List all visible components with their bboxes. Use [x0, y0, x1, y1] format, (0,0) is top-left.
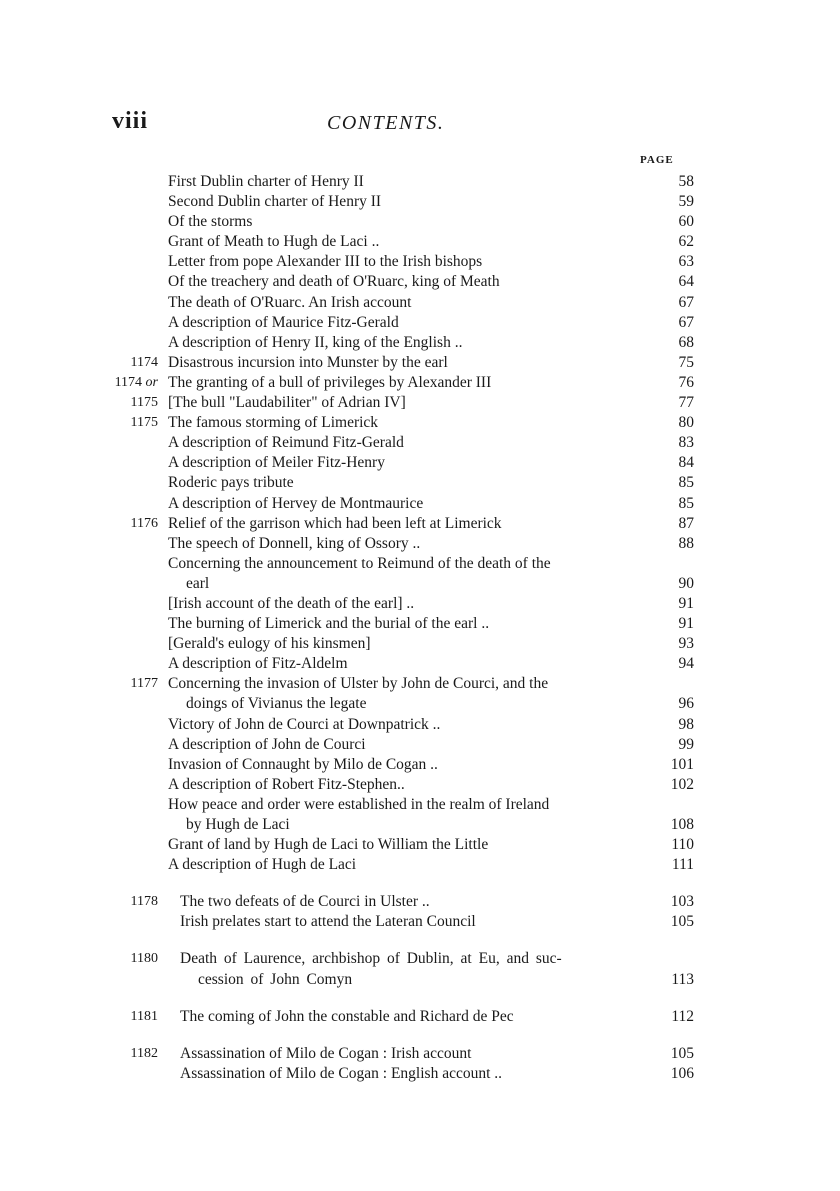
entry-title: Of the storms	[168, 213, 253, 231]
entry-page: 103	[670, 893, 694, 911]
entry-page: 59	[678, 193, 694, 211]
entry-title: A description of John de Courci	[168, 735, 366, 753]
entry-title: [Irish account of the death of the earl] ..	[168, 594, 415, 612]
entry-year: 1178	[130, 894, 158, 910]
entry-page: 90	[678, 574, 694, 592]
toc-entry	[0, 534, 840, 554]
entry-page: 63	[678, 253, 694, 271]
toc-entry	[0, 594, 840, 614]
entry-year: 1174	[130, 354, 158, 370]
entry-page: 102	[670, 775, 694, 793]
entry-title: A description of Meiler Fitz-Henry	[168, 454, 385, 472]
toc-entry	[0, 654, 840, 674]
toc-entry	[0, 172, 840, 192]
entry-title: The death of O'Ruarc. An Irish account	[168, 293, 412, 311]
entry-title: Invasion of Connaught by Milo de Cogan ..	[168, 755, 438, 773]
toc-entry	[0, 735, 840, 755]
entry-page: 108	[670, 816, 694, 833]
toc-entry	[0, 433, 840, 453]
toc-entry	[0, 1007, 840, 1027]
entry-title: Roderic pays tribute	[168, 474, 294, 492]
entry-page: 58	[678, 173, 694, 190]
entry-page: 62	[678, 233, 694, 251]
toc-entry	[0, 674, 840, 694]
entry-title: A description of Robert Fitz-Stephen..	[168, 775, 405, 793]
toc-entry	[0, 373, 840, 393]
running-title: CONTENTS.	[327, 112, 445, 134]
toc-entry	[0, 473, 840, 493]
page-column-label: PAGE	[640, 154, 674, 166]
entry-page: 91	[678, 615, 694, 633]
toc-entry	[0, 855, 840, 875]
toc-entry	[0, 252, 840, 272]
entry-page: 67	[678, 313, 694, 331]
entry-page: 111	[671, 856, 694, 874]
entry-page: 85	[678, 474, 694, 492]
toc-entry	[0, 1064, 840, 1084]
entry-page: 67	[678, 293, 694, 311]
toc-group	[0, 949, 840, 989]
entry-page: 110	[671, 836, 694, 854]
toc-entry	[0, 694, 840, 714]
entry-page: 91	[678, 594, 694, 612]
toc-entry	[0, 815, 840, 835]
entry-page: 84	[678, 454, 694, 472]
toc-group	[0, 172, 840, 875]
entry-title: Assassination of Milo de Cogan : Irish account	[180, 1044, 472, 1062]
entry-page: 112	[671, 1007, 694, 1025]
entry-title: Assassination of Milo de Cogan : English account ..	[180, 1064, 503, 1082]
entry-title: [The bull "Laudabiliter" of Adrian IV]	[168, 394, 406, 412]
entry-page: 105	[670, 1044, 694, 1062]
entry-title: A description of Hugh de Laci	[168, 856, 357, 874]
entry-title: Concerning the announcement to Reimund of the death of the	[168, 554, 551, 572]
entry-title: The granting of a bull of privileges by Alexander III	[168, 373, 492, 391]
entry-page: 106	[670, 1064, 694, 1082]
entry-title: A description of Fitz-Aldelm	[168, 655, 348, 673]
toc-group	[0, 892, 840, 932]
entry-title: Grant of land by Hugh de Laci to William the Little	[168, 836, 489, 854]
entry-year: 1177	[130, 676, 158, 692]
entry-title: The coming of John the constable and Richard de Pec	[180, 1007, 514, 1025]
entry-title: Second Dublin charter of Henry II	[168, 193, 382, 211]
entry-title: A description of Reimund Fitz-Gerald	[168, 434, 404, 452]
entry-page: 101	[670, 755, 694, 773]
entry-title: How peace and order were established in the realm of Ireland	[168, 795, 550, 813]
entry-title: [Gerald's eulogy of his kinsmen]	[168, 635, 371, 653]
entry-page: 88	[678, 534, 694, 552]
entry-page: 76	[678, 373, 694, 391]
toc-entry	[0, 715, 840, 735]
entry-page: 87	[678, 514, 694, 532]
entry-page: 99	[678, 735, 694, 753]
entry-page: 94	[678, 655, 694, 673]
toc-entry	[0, 574, 840, 594]
toc-entry	[0, 795, 840, 815]
toc-entry	[0, 634, 840, 654]
entry-page: 60	[678, 213, 694, 231]
entry-title: Death of Laurence, archbishop of Dublin, at Eu, and suc-	[180, 950, 562, 968]
entry-title: Concerning the invasion of Ulster by John de Courci, and the	[168, 675, 549, 693]
toc-entry	[0, 333, 840, 353]
entry-page: 68	[678, 333, 694, 351]
entry-page: 64	[678, 273, 694, 291]
entry-title: Irish prelates start to attend the Lateran Council	[180, 913, 476, 931]
page-header	[112, 108, 692, 142]
entry-title: First Dublin charter of Henry II	[168, 173, 364, 190]
entry-title: Grant of Meath to Hugh de Laci ..	[168, 233, 380, 251]
entry-title: A description of Maurice Fitz-Gerald	[168, 313, 399, 331]
entry-year: 1175	[130, 395, 158, 411]
toc-entry	[0, 949, 840, 969]
entry-year: 1174 or	[114, 374, 158, 390]
entry-page: 85	[678, 494, 694, 512]
entry-title: Victory of John de Courci at Downpatrick ..	[168, 715, 441, 733]
entry-title: earl	[186, 574, 210, 592]
entry-title: Relief of the garrison which had been left at Limerick	[168, 514, 502, 532]
entry-title: Disastrous incursion into Munster by the earl	[168, 353, 448, 371]
toc-entry	[0, 554, 840, 574]
toc-entry	[0, 232, 840, 252]
entry-page: 83	[678, 434, 694, 452]
entry-page: 96	[678, 695, 694, 713]
entry-title: The famous storming of Limerick	[168, 414, 379, 432]
toc-entry	[0, 494, 840, 514]
entry-title: by Hugh de Laci	[186, 816, 290, 833]
toc-entry	[0, 614, 840, 634]
entry-title: doings of Vivianus the legate	[186, 695, 367, 713]
toc-entry	[0, 293, 840, 313]
entry-year: 1181	[130, 1008, 158, 1024]
toc-entry	[0, 892, 840, 912]
entry-page: 75	[678, 353, 694, 371]
table-of-contents	[0, 172, 840, 1084]
toc-entry	[0, 313, 840, 333]
toc-entry	[0, 453, 840, 473]
toc-entry	[0, 775, 840, 795]
entry-page: 80	[678, 414, 694, 432]
entry-year: 1182	[130, 1045, 158, 1061]
toc-entry	[0, 212, 840, 232]
entry-page: 98	[678, 715, 694, 733]
toc-group	[0, 1007, 840, 1027]
entry-year: 1176	[130, 515, 158, 531]
toc-entry	[0, 970, 840, 990]
entry-page: 113	[671, 970, 694, 988]
entry-title: Of the treachery and death of O'Ruarc, king of Meath	[168, 273, 500, 291]
toc-entry	[0, 514, 840, 534]
entry-title: Letter from pope Alexander III to the Irish bishops	[168, 253, 483, 271]
toc-entry	[0, 413, 840, 433]
toc-entry	[0, 1044, 840, 1064]
toc-entry	[0, 393, 840, 413]
entry-page: 105	[670, 913, 694, 931]
toc-entry	[0, 192, 840, 212]
page-number: viii	[112, 108, 149, 134]
entry-page: 77	[678, 394, 694, 412]
toc-entry	[0, 835, 840, 855]
entry-title: A description of Henry II, king of the English ..	[168, 333, 463, 351]
entry-title: The two defeats of de Courci in Ulster ..	[180, 893, 430, 911]
entry-title: A description of Hervey de Montmaurice	[168, 494, 424, 512]
toc-entry	[0, 272, 840, 292]
toc-group	[0, 1044, 840, 1084]
toc-entry	[0, 912, 840, 932]
entry-page: 93	[678, 635, 694, 653]
entry-title: The burning of Limerick and the burial of the earl ..	[168, 615, 490, 633]
toc-entry	[0, 353, 840, 373]
entry-year: 1180	[130, 951, 158, 967]
entry-title: cession of John Comyn	[198, 970, 353, 988]
toc-entry	[0, 755, 840, 775]
entry-year: 1175	[130, 415, 158, 431]
entry-title: The speech of Donnell, king of Ossory ..	[168, 534, 421, 552]
